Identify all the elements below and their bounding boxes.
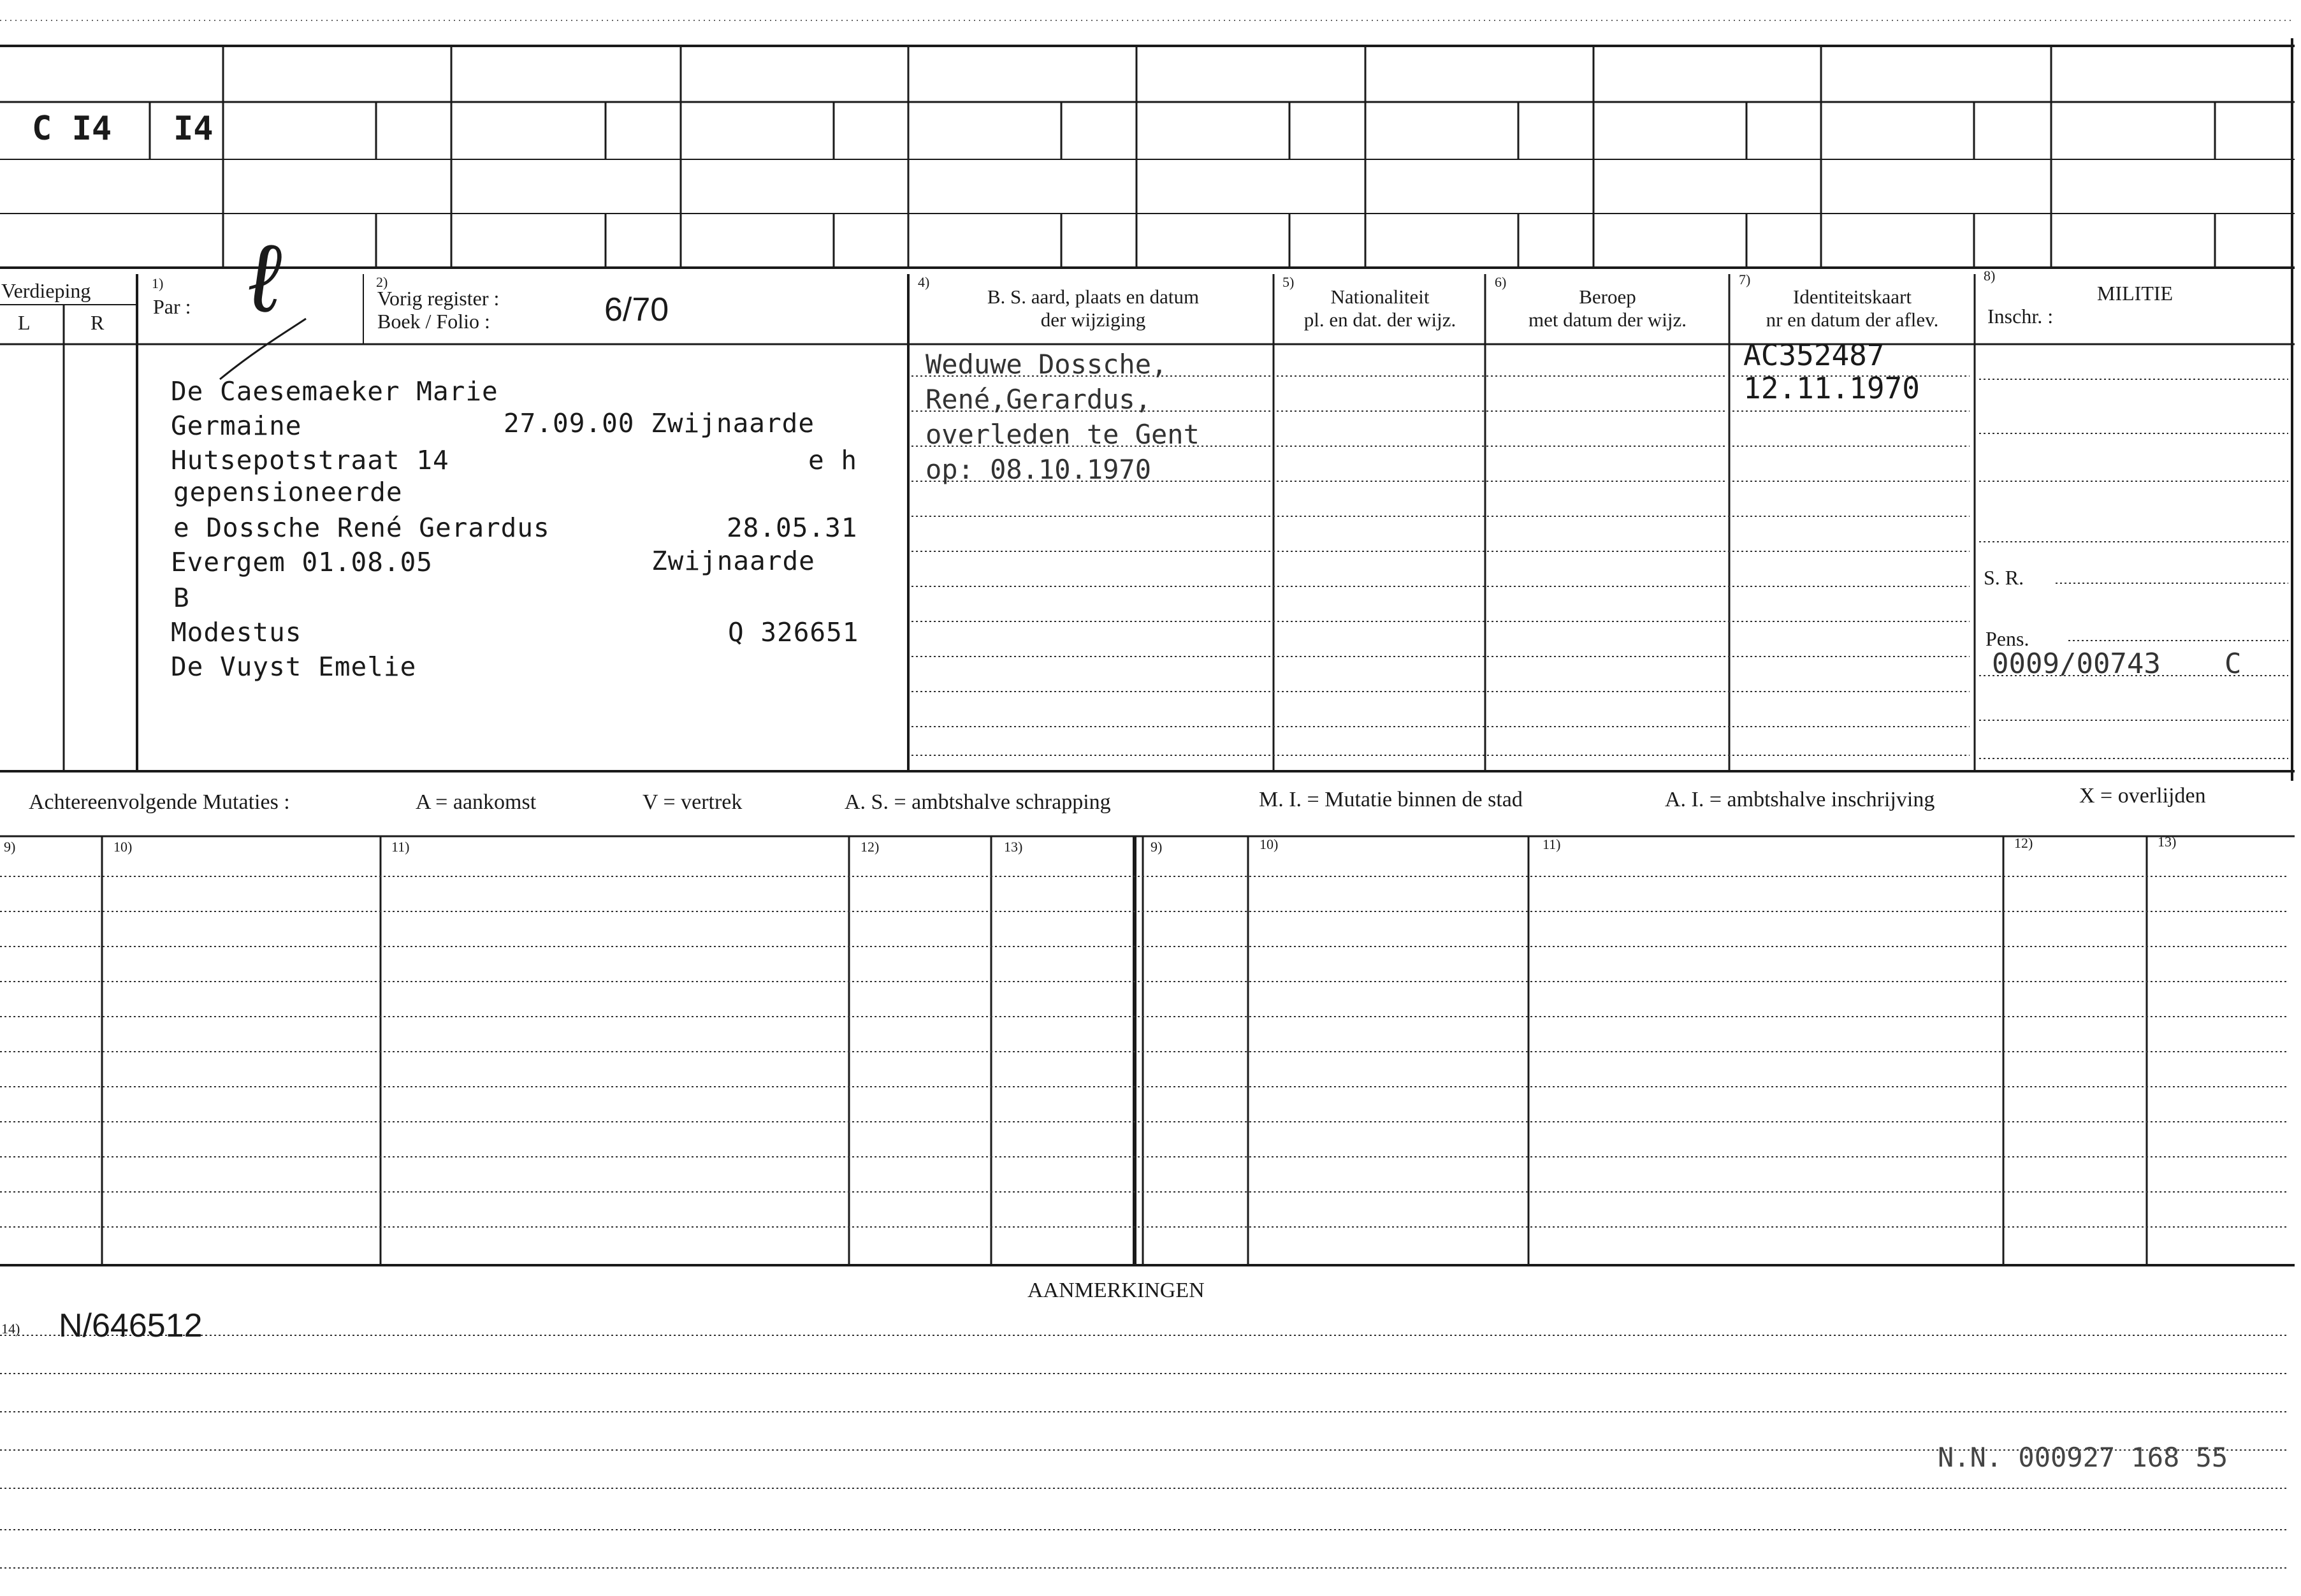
section-2-label-2: Boek / Folio : <box>377 310 490 333</box>
previous-register-value: 6/70 <box>604 291 669 328</box>
person-line-2-name: Germaine <box>171 410 302 441</box>
section-4-header <box>918 286 1268 331</box>
militie-sr: S. R. <box>1984 566 2024 589</box>
remarks-number: 14) <box>1 1321 20 1337</box>
section-6-line-2: met datum der wijz. <box>1528 308 1687 331</box>
mutation-col-13b: 13) <box>2158 834 2177 850</box>
person-line-3-mark: e h <box>808 445 858 475</box>
section-2-number: 2) <box>376 274 388 290</box>
mutation-legend-mi: M. I. = Mutatie binnen de stad <box>1259 788 1523 811</box>
verdieping-label: Verdieping <box>1 279 91 302</box>
person-line-5-name: e Dossche René Gerardus <box>173 512 550 543</box>
section-1-number: 1) <box>152 275 164 291</box>
pension-suffix: C <box>2225 648 2242 680</box>
mutation-col-10b: 10) <box>1259 836 1279 852</box>
section-5-line-1: Nationaliteit <box>1330 286 1430 308</box>
mutations-title: Achtereenvolgende Mutaties : <box>29 790 290 814</box>
militie-inschr: Inschr. : <box>1987 305 2054 328</box>
verdieping-right: R <box>91 311 105 334</box>
par-pointer-stroke <box>217 316 312 386</box>
person-line-1: De Caesemaeker Marie <box>171 376 498 407</box>
section-5-number: 5) <box>1282 274 1295 290</box>
remarks-title: AANMERKINGEN <box>1027 1279 1205 1302</box>
mutation-col-12b: 12) <box>2014 835 2033 851</box>
militie-pens: Pens. <box>1985 627 2029 650</box>
civil-change-line-2: René,Gerardus, <box>925 384 1152 415</box>
par-handwritten-mark: ℓ <box>242 222 289 333</box>
mutation-legend-v: V = vertrek <box>642 790 743 814</box>
register-code-a: C I4 <box>32 110 112 148</box>
mutation-col-9b: 9) <box>1150 839 1163 855</box>
section-7-number: 7) <box>1739 272 1751 287</box>
section-2-label-1: Vorig register : <box>377 287 500 310</box>
mutation-col-11a: 11) <box>391 839 410 855</box>
verdieping-left: L <box>18 311 31 334</box>
section-5-header <box>1275 286 1485 331</box>
mutation-col-13a: 13) <box>1004 839 1023 855</box>
mutation-col-12a: 12) <box>860 839 880 855</box>
person-line-6-town: Zwijnaarde <box>651 546 815 576</box>
section-4-number: 4) <box>918 274 930 290</box>
civil-change-line-1: Weduwe Dossche, <box>925 349 1168 380</box>
civil-change-line-3: overleden te Gent <box>925 419 1200 450</box>
section-6-line-1: Beroep <box>1579 286 1636 308</box>
mutation-legend-as: A. S. = ambtshalve schrapping <box>845 790 1111 814</box>
person-line-6-place: Evergem 01.08.05 <box>171 547 433 577</box>
section-7-line-2: nr en datum der aflev. <box>1766 308 1939 331</box>
person-line-8-code: Q 326651 <box>728 617 859 648</box>
section-5-line-2: pl. en dat. der wijz. <box>1303 308 1456 331</box>
register-code-b: I4 <box>173 110 214 148</box>
remarks-value: N/646512 <box>59 1307 203 1344</box>
section-8-number: 8) <box>1984 268 1996 284</box>
person-line-9: De Vuyst Emelie <box>171 651 417 682</box>
person-line-2-date: 27.09.00 Zwijnaarde <box>504 408 815 439</box>
mutation-legend-a: A = aankomst <box>416 790 537 814</box>
national-number: N.N. 000927 168 55 <box>1938 1442 2228 1473</box>
civil-change-block <box>925 347 1200 487</box>
section-7-line-1: Identiteitskaart <box>1793 286 1912 308</box>
person-line-3-street: Hutsepotstraat 14 <box>171 445 449 475</box>
section-6-header <box>1486 286 1729 331</box>
person-line-5-date: 28.05.31 <box>727 512 858 543</box>
section-6-number: 6) <box>1495 274 1507 290</box>
civil-change-line-4: op: 08.10.1970 <box>925 454 1152 485</box>
mutation-legend-ai: A. I. = ambtshalve inschrijving <box>1665 788 1935 811</box>
person-line-8-name: Modestus <box>171 617 302 648</box>
id-card-number: AC352487 <box>1743 338 1885 372</box>
section-4-line-1: B. S. aard, plaats en datum <box>987 286 1200 308</box>
mutation-legend-x: X = overlijden <box>2079 784 2206 808</box>
section-1-label: Par : <box>153 295 191 318</box>
person-line-4: gepensioneerde <box>173 477 403 507</box>
mutation-col-10a: 10) <box>113 839 133 855</box>
militie-title: MILITIE <box>2097 282 2174 305</box>
id-card-date: 12.11.1970 <box>1743 371 1920 405</box>
mutation-col-9a: 9) <box>4 839 16 855</box>
section-4-line-2: der wijziging <box>1040 308 1146 331</box>
section-7-header <box>1731 286 1974 331</box>
person-line-7: B <box>173 583 190 613</box>
mutation-col-11b: 11) <box>1542 836 1561 852</box>
pension-number: 0009/00743 <box>1992 648 2161 680</box>
